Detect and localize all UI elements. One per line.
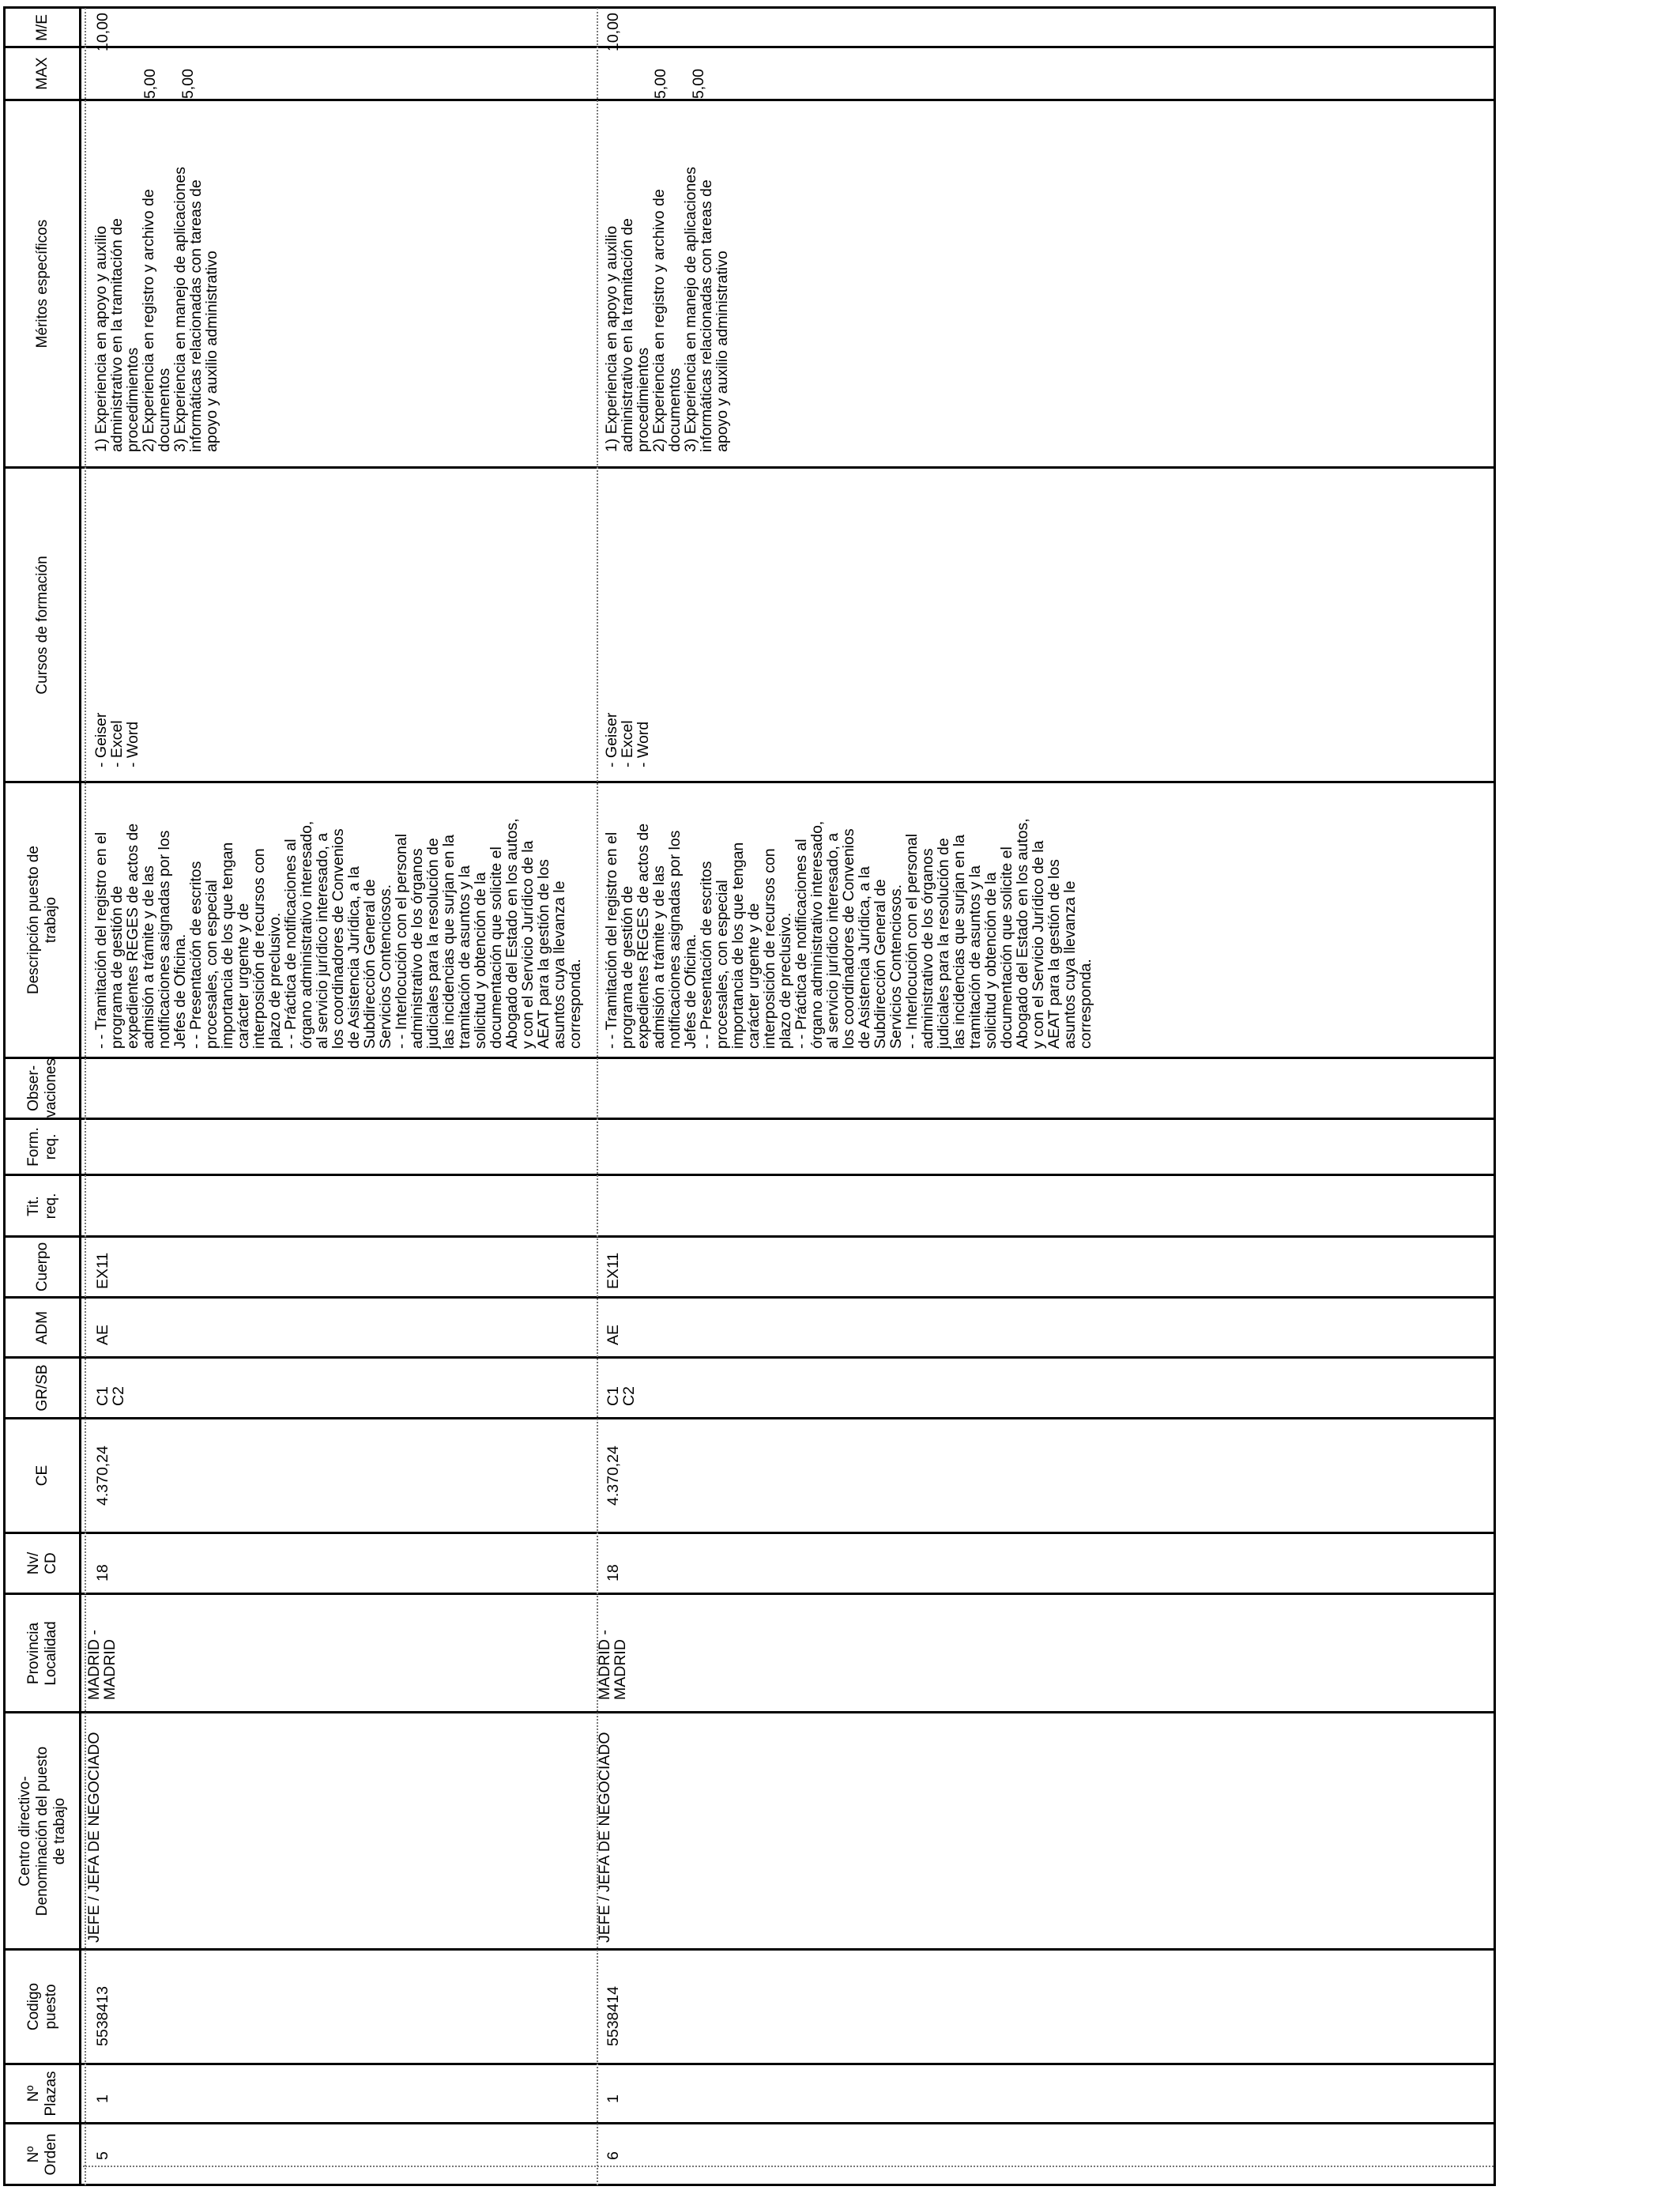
plazas-value: 1 xyxy=(94,2094,111,2103)
header-observaciones-label: Obser- vaciones xyxy=(24,1058,59,1118)
header-max xyxy=(6,48,79,99)
header-provincia-label: Provincia Localidad xyxy=(24,1620,59,1686)
header-formacion xyxy=(6,1120,79,1174)
header-grupo xyxy=(6,1359,79,1417)
codigo-value: 5538414 xyxy=(605,1986,622,2046)
header-grupo-label: GR/SB xyxy=(33,1364,51,1412)
header-codigo xyxy=(6,1951,79,2063)
descripcion-text: - - Tramitación del registro en el programa de gestión de expedientes REGES de actos de admisión a trámite y de las notificaciones asignadas por los Jefes de Oficina. - - Presentación de escritos procesales, con especial importancia de los que tengan carácter urgente y de interposición de recursos con plazo de preclusivo. - - Práctica de notificaciones al órgano administrativo interesado, al servicio jurídico interesado, a los coordinadores de Convenios de Asistencia Jurídica, a la Subdirección General de Servicios Contenciosos. - - Interlocución con el personal administrativo de los órganos judiciales para la resolución de las incidencias que surjan en la tramitación de asuntos y la solicitud y obtención de la documentación que solicite el Abogado del Estado en los autos, y con el Servicio Jurídico de la AEAT para la gestión de los asuntos cuya llevanza le corresponda. xyxy=(92,818,584,1049)
ce-value: 4.370,24 xyxy=(605,1446,622,1506)
codigo-value: 5538413 xyxy=(94,1986,111,2046)
grupo-value: C1 C2 xyxy=(605,1386,638,1406)
cursos-text: - Geiser - Excel - Word xyxy=(603,712,652,767)
header-centro xyxy=(6,1713,79,1948)
descripcion-text: - - Tramitación del registro en el programa de gestión de expedientes REGES de actos de admisión a trámite y de las notificaciones asignadas por los Jefes de Oficina. - - Presentación de escritos procesales, con especial importancia de los que tengan carácter urgente y de interposición de recursos con plazo de preclusivo. - - Práctica de notificaciones al órgano administrativo interesado, al servicio jurídico interesado, a los coordinadores de Convenios de Asistencia Jurídica, a la Subdirección General de Servicios Contenciosos. - - Interlocución con el personal administrativo de los órganos judiciales para la resolución de las incidencias que surjan en la tramitación de asuntos y la solicitud y obtención de la documentación que solicite el Abogado del Estado en los autos, y con el Servicio Jurídico de la AEAT para la gestión de los asuntos cuya llevanza le corresponda. xyxy=(603,818,1094,1049)
header-descripcion-label: Descripción puesto de trabajo xyxy=(24,846,59,994)
header-titulacion-label: Tit. req. xyxy=(24,1193,59,1219)
centro-value: JEFE / JEFA DE NEGOCIADO xyxy=(85,1732,103,1943)
header-cursos-label: Cursos de formación xyxy=(33,555,51,695)
max-value: 5,00 xyxy=(690,69,707,99)
header-orden-label: Nº Orden xyxy=(24,2133,59,2175)
header-adm xyxy=(6,1299,79,1356)
header-provincia xyxy=(6,1595,79,1711)
max-value: 5,00 xyxy=(652,69,669,99)
header-cursos xyxy=(6,469,79,781)
header-max-label: MAX xyxy=(33,57,51,90)
table-bottom-border xyxy=(3,2184,1496,2186)
header-ce-label: CE xyxy=(33,1465,51,1487)
orden-value: 6 xyxy=(605,2151,622,2160)
provincia-value: MADRID - MADRID xyxy=(596,1630,629,1700)
header-centro-label: Centro directivo- Denominación del puesto de trabajo xyxy=(16,1746,68,1916)
header-cuerpo xyxy=(6,1238,79,1296)
adm-value: AE xyxy=(94,1324,111,1345)
grupo-value: C1 C2 xyxy=(94,1386,127,1406)
cuerpo-value: EX11 xyxy=(605,1252,622,1289)
max-value: 10,00 xyxy=(94,13,111,51)
header-nivel-label: Nv/ CD xyxy=(24,1551,59,1575)
header-descripcion xyxy=(6,783,79,1057)
max-value: 10,00 xyxy=(605,13,622,51)
orden-value: 5 xyxy=(94,2151,111,2160)
header-me xyxy=(6,9,79,46)
meritos-text: 1) Experiencia en apoyo y auxilio administrativo en la tramitación de procedimientos 2) Experiencia en registro y archivo de documentos 3) Experiencia en manejo de aplicaciones informáticas relacionadas con tareas de apoyo y auxilio administrativo xyxy=(92,167,220,452)
header-cuerpo-label: Cuerpo xyxy=(33,1242,51,1292)
header-meritos-label: Méritos específicos xyxy=(33,219,51,349)
table-right-border xyxy=(1494,6,1496,2186)
nivel-value: 18 xyxy=(94,1564,111,1581)
record xyxy=(87,9,593,2184)
header-titulacion xyxy=(6,1176,79,1235)
header-plazas-label: Nº Plazas xyxy=(24,2071,59,2117)
adm-value: AE xyxy=(605,1324,622,1345)
header-row-divider xyxy=(79,6,81,2186)
header-orden xyxy=(6,2124,79,2184)
cursos-text: - Geiser - Excel - Word xyxy=(92,712,141,767)
plazas-value: 1 xyxy=(605,2094,622,2103)
max-value: 5,00 xyxy=(179,69,197,99)
header-observaciones xyxy=(6,1059,79,1118)
header-codigo-label: Codigo puesto xyxy=(24,1982,59,2031)
header-me-label: M/E xyxy=(33,13,51,41)
header-meritos xyxy=(6,101,79,466)
cuerpo-value: EX11 xyxy=(94,1252,111,1289)
header-nivel xyxy=(6,1534,79,1593)
ce-value: 4.370,24 xyxy=(94,1446,111,1506)
record xyxy=(596,9,1105,2184)
header-adm-label: ADM xyxy=(33,1310,51,1344)
header-ce xyxy=(6,1419,79,1532)
header-plazas xyxy=(6,2065,79,2122)
nivel-value: 18 xyxy=(605,1564,622,1581)
max-value: 5,00 xyxy=(141,69,159,99)
provincia-value: MADRID - MADRID xyxy=(85,1630,119,1700)
meritos-text: 1) Experiencia en apoyo y auxilio administrativo en la tramitación de procedimientos 2) Experiencia en registro y archivo de documentos 3) Experiencia en manejo de aplicaciones informáticas relacionadas con tareas de apoyo y auxilio administrativo xyxy=(603,167,731,452)
centro-value: JEFE / JEFA DE NEGOCIADO xyxy=(596,1732,613,1943)
header-formacion-label: Form. req. xyxy=(24,1127,59,1167)
